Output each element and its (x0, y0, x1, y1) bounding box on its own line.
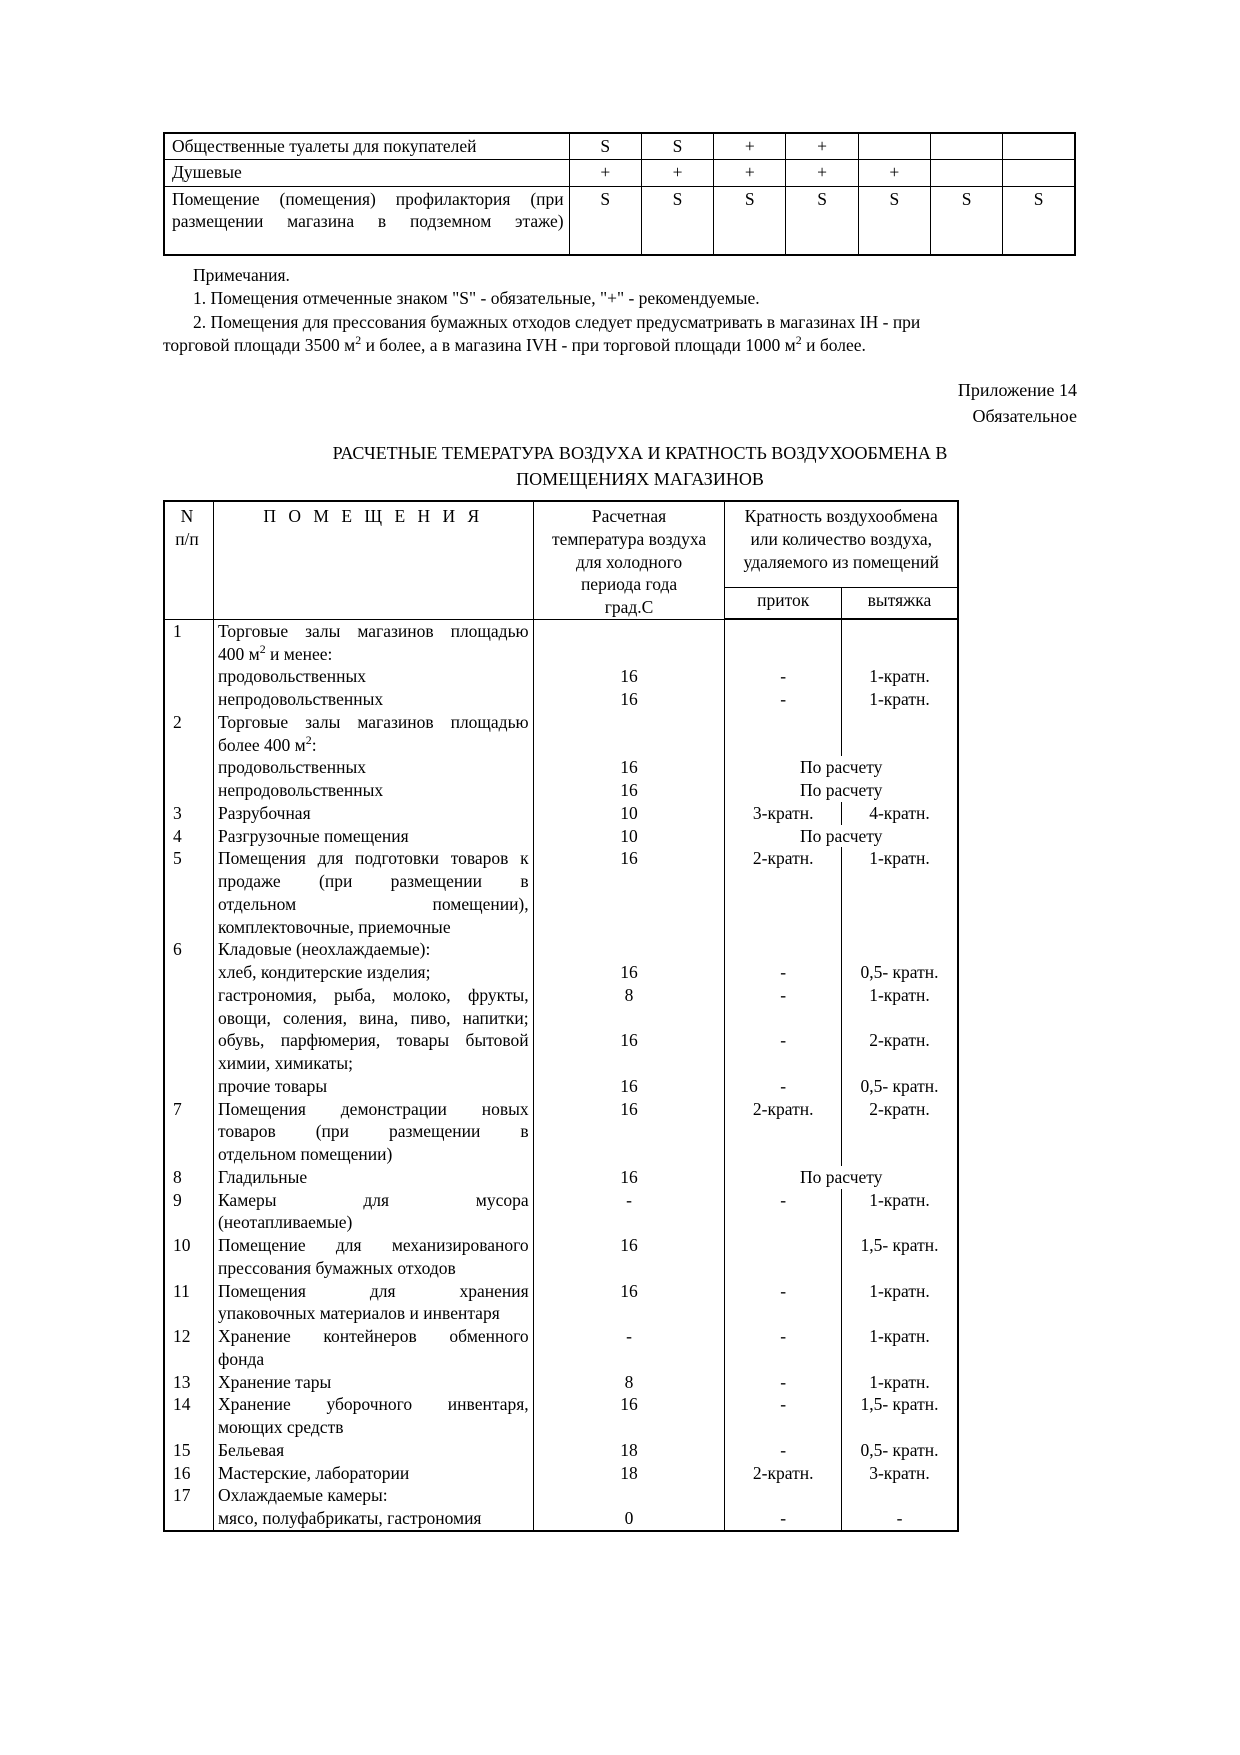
temperature-cell: 8 (533, 984, 725, 1007)
row-number-cell (164, 643, 213, 666)
row-number-cell: 5 (164, 847, 213, 870)
temperature-cell (533, 1120, 725, 1143)
page-title (200, 441, 1080, 492)
table-row (164, 802, 958, 825)
header-temp-line-5: град.С (604, 597, 654, 617)
table-row (164, 1143, 958, 1166)
supply-cell: - (725, 1325, 842, 1348)
temperature-cell: 16 (533, 1393, 725, 1416)
row-number-cell (164, 665, 213, 688)
temperature-cell: 10 (533, 825, 725, 848)
row-number-cell (164, 1120, 213, 1143)
room-name-cell: Кладовые (неохлаждаемые): (213, 938, 533, 961)
exhaust-cell (841, 1302, 958, 1325)
note2-sup-1: 2 (355, 332, 362, 347)
room-name-cell: товаров (при размещении в (213, 1120, 533, 1143)
supply-cell (725, 643, 842, 666)
exhaust-cell (841, 916, 958, 939)
supply-cell: - (725, 1507, 842, 1531)
temperature-cell (533, 734, 725, 757)
table-row (164, 1393, 958, 1416)
table-row (164, 1507, 958, 1531)
exhaust-cell: 1-кратн. (841, 847, 958, 870)
table-row (164, 1302, 958, 1325)
supply-cell: - (725, 961, 842, 984)
supply-cell (725, 1257, 842, 1280)
supply-cell (725, 711, 842, 734)
room-name-cell: Разрубочная (213, 802, 533, 825)
row-number-cell: 15 (164, 1439, 213, 1462)
room-name-cell: Помещения для подготовки товаров к (213, 847, 533, 870)
exhaust-cell (841, 893, 958, 916)
air-exchange-combined-cell: По расчету (725, 825, 958, 848)
requirement-mark-cell (930, 160, 1002, 186)
supply-cell: - (725, 688, 842, 711)
exhaust-cell (841, 711, 958, 734)
room-name-cell: мясо, полуфабрикаты, гастрономия (213, 1507, 533, 1531)
temperature-cell: 16 (533, 665, 725, 688)
temperature-cell (533, 1007, 725, 1030)
room-name-cell: непродовольственных (213, 779, 533, 802)
table-row (164, 1120, 958, 1143)
exhaust-cell: 1-кратн. (841, 1189, 958, 1212)
requirement-mark-cell: S (786, 186, 858, 255)
exhaust-cell: 1,5- кратн. (841, 1393, 958, 1416)
row-number-cell (164, 734, 213, 757)
table-row (164, 1029, 958, 1052)
header-air-line-2: или количество воздуха, (750, 528, 932, 549)
supply-cell: - (725, 1075, 842, 1098)
supply-cell (725, 734, 842, 757)
temperature-cell (533, 711, 725, 734)
table-row (164, 825, 958, 848)
row-number-cell: 2 (164, 711, 213, 734)
requirement-mark-cell: + (714, 160, 786, 186)
temperature-cell (533, 619, 725, 642)
temperature-cell (533, 1484, 725, 1507)
row-number-cell (164, 1302, 213, 1325)
supply-cell: - (725, 665, 842, 688)
room-name-cell: прессования бумажных отходов (213, 1257, 533, 1280)
temperature-cell: 16 (533, 756, 725, 779)
room-name-cell: Разгрузочные помещения (213, 825, 533, 848)
requirement-mark-cell (1003, 133, 1075, 160)
table-row (164, 160, 1075, 186)
table-row (164, 938, 958, 961)
room-name-cell: хлеб, кондитерские изделия; (213, 961, 533, 984)
header-air-exchange-col (725, 501, 958, 588)
exhaust-cell (841, 619, 958, 642)
row-number-cell: 9 (164, 1189, 213, 1212)
requirement-mark-cell: + (786, 133, 858, 160)
exhaust-cell: 1,5- кратн. (841, 1234, 958, 1257)
row-number-cell: 12 (164, 1325, 213, 1348)
temperature-cell: 16 (533, 1098, 725, 1121)
temperature-cell (533, 916, 725, 939)
page-title-line-1: РАСЧЕТНЫЕ ТЕМЕРАТУРА ВОЗДУХА И КРАТНОСТЬ ВОЗДУХООБМЕНА В (332, 443, 948, 463)
exhaust-cell (841, 1143, 958, 1166)
note2-text-a: торговой площади 3500 м (163, 334, 356, 355)
table-row (164, 1371, 958, 1394)
temperature-cell: - (533, 1325, 725, 1348)
row-number-cell (164, 1029, 213, 1052)
row-number-cell: 1 (164, 619, 213, 642)
room-name-cell: 400 $м^2$ и менее: (213, 643, 533, 666)
exhaust-cell (841, 1120, 958, 1143)
supply-cell (725, 916, 842, 939)
exhaust-cell: 2-кратн. (841, 1029, 958, 1052)
requirement-mark-cell: S (930, 186, 1002, 255)
header-air-line-3: удаляемого из помещений (743, 551, 939, 572)
table-row (164, 1211, 958, 1234)
row-number-cell (164, 916, 213, 939)
room-name-cell: отдельном помещении) (213, 1143, 533, 1166)
header-exhaust-label: вытяжка (841, 588, 958, 619)
header-temp-line-4: периода года (580, 574, 678, 595)
supply-cell (725, 1416, 842, 1439)
requirement-mark-cell: S (714, 186, 786, 255)
supply-cell: - (725, 1371, 842, 1394)
temperature-cell: 16 (533, 1075, 725, 1098)
table-row (164, 643, 958, 666)
header-number-line-1: N (180, 506, 194, 526)
supply-cell: 2-кратн. (725, 847, 842, 870)
table-row (164, 688, 958, 711)
row-number-cell (164, 1257, 213, 1280)
row-number-cell: 8 (164, 1166, 213, 1189)
room-name-cell: продовольственных (213, 756, 533, 779)
room-name-cell: Душевые (164, 160, 569, 186)
exhaust-cell (841, 1484, 958, 1507)
room-name-cell: более 400 $м^2$: (213, 734, 533, 757)
row-number-cell (164, 1143, 213, 1166)
header-rooms-col (213, 501, 533, 619)
room-name-cell: Охлаждаемые камеры: (213, 1484, 533, 1507)
row-number-cell (164, 1075, 213, 1098)
requirement-mark-cell (858, 133, 930, 160)
requirement-mark-cell: + (786, 160, 858, 186)
table-row (164, 1052, 958, 1075)
exhaust-cell: - (841, 1507, 958, 1531)
exhaust-cell (841, 870, 958, 893)
requirement-mark-cell: S (1003, 186, 1075, 255)
table-row (164, 1280, 958, 1303)
temperature-cell (533, 893, 725, 916)
row-number-cell: 16 (164, 1462, 213, 1485)
temperature-cell: 16 (533, 961, 725, 984)
room-name-cell: Камеры для мусора (213, 1189, 533, 1212)
supply-cell: - (725, 1189, 842, 1212)
supply-cell: - (725, 984, 842, 1007)
header-temperature-col (533, 501, 725, 619)
row-number-cell: 3 (164, 802, 213, 825)
table-row (164, 1234, 958, 1257)
row-number-cell: 11 (164, 1280, 213, 1303)
supply-cell: 2-кратн. (725, 1462, 842, 1485)
room-name-cell: отдельном помещении), (213, 893, 533, 916)
room-name-cell: моющих средств (213, 1416, 533, 1439)
table-row (164, 133, 1075, 160)
row-number-cell (164, 756, 213, 779)
row-number-cell (164, 870, 213, 893)
supply-cell: - (725, 1393, 842, 1416)
room-name-cell: фонда (213, 1348, 533, 1371)
table-row (164, 1416, 958, 1439)
row-number-cell: 17 (164, 1484, 213, 1507)
table-row (164, 756, 958, 779)
table-row (164, 1325, 958, 1348)
supply-cell (725, 1052, 842, 1075)
supply-cell (725, 893, 842, 916)
table-row (164, 711, 958, 734)
requirement-mark-cell: S (858, 186, 930, 255)
supply-cell: - (725, 1280, 842, 1303)
supply-cell (725, 870, 842, 893)
temperature-cell: 10 (533, 802, 725, 825)
temperature-cell (533, 1302, 725, 1325)
supply-cell (725, 1007, 842, 1030)
room-name-cell: продовольственных (213, 665, 533, 688)
air-exchange-table (163, 500, 959, 1532)
exhaust-cell: 1-кратн. (841, 1325, 958, 1348)
room-name-cell: (неотапливаемые) (213, 1211, 533, 1234)
header-temp-line-1: Расчетная (591, 506, 667, 526)
row-number-cell (164, 1416, 213, 1439)
requirement-mark-cell (930, 133, 1002, 160)
requirement-mark-cell (1003, 160, 1075, 186)
exhaust-cell: 1-кратн. (841, 665, 958, 688)
temperature-cell: - (533, 1189, 725, 1212)
room-name-cell: упаковочных материалов и инвентаря (213, 1302, 533, 1325)
row-number-cell: 13 (164, 1371, 213, 1394)
room-name-cell: Помещение (помещения) профилактория (при размещении магазина в подземном этаже) (164, 186, 569, 255)
appendix-number: Приложение 14 (957, 380, 1077, 400)
row-number-cell: 14 (164, 1393, 213, 1416)
row-number-cell: 7 (164, 1098, 213, 1121)
temperature-cell: 16 (533, 779, 725, 802)
requirement-mark-cell: S (641, 186, 713, 255)
table-row (164, 1166, 958, 1189)
notes-heading: Примечания. (193, 265, 290, 285)
exhaust-cell (841, 734, 958, 757)
note2-text-c: и более. (801, 334, 866, 355)
table-row (164, 1007, 958, 1030)
exhaust-cell: 0,5- кратн. (841, 1075, 958, 1098)
requirements-table (163, 132, 1076, 256)
exhaust-cell (841, 938, 958, 961)
requirement-mark-cell: + (641, 160, 713, 186)
exhaust-cell (841, 1257, 958, 1280)
row-number-cell (164, 984, 213, 1007)
temperature-cell: 16 (533, 1280, 725, 1303)
supply-cell (725, 1348, 842, 1371)
requirement-mark-cell: S (641, 133, 713, 160)
temperature-cell: 18 (533, 1462, 725, 1485)
table-row (164, 665, 958, 688)
table-header-row (164, 501, 958, 588)
temperature-cell: 18 (533, 1439, 725, 1462)
table-row (164, 1462, 958, 1485)
room-name-cell: Гладильные (213, 1166, 533, 1189)
table-row (164, 870, 958, 893)
room-name-cell: Торговые залы магазинов площадью (213, 711, 533, 734)
exhaust-cell: 1-кратн. (841, 1371, 958, 1394)
room-name-cell: прочие товары (213, 1075, 533, 1098)
supply-cell (725, 938, 842, 961)
row-number-cell (164, 1211, 213, 1234)
supply-cell (725, 1234, 842, 1257)
table-row (164, 1484, 958, 1507)
air-exchange-combined-cell: По расчету (725, 779, 958, 802)
requirement-mark-cell: + (858, 160, 930, 186)
page-title-line-2: ПОМЕЩЕНИЯХ МАГАЗИНОВ (516, 468, 764, 489)
supply-cell: 3-кратн. (725, 802, 842, 825)
notes-block (163, 264, 1076, 357)
table-row (164, 1189, 958, 1212)
row-number-cell (164, 1007, 213, 1030)
row-number-cell (164, 893, 213, 916)
supply-cell (725, 1302, 842, 1325)
temperature-cell (533, 938, 725, 961)
temperature-cell: 16 (533, 688, 725, 711)
temperature-cell (533, 1257, 725, 1280)
requirement-mark-cell: S (569, 133, 641, 160)
exhaust-cell (841, 1416, 958, 1439)
supply-cell (725, 1120, 842, 1143)
table-row (164, 1348, 958, 1371)
temperature-cell: 0 (533, 1507, 725, 1531)
supply-cell: 2-кратн. (725, 1098, 842, 1121)
table-row (164, 1075, 958, 1098)
exhaust-cell: 3-кратн. (841, 1462, 958, 1485)
row-number-cell (164, 1507, 213, 1531)
temperature-cell (533, 1052, 725, 1075)
header-temp-line-2: температура воздуха (551, 528, 707, 549)
temperature-cell (533, 870, 725, 893)
header-temp-line-3: для холодного (575, 551, 683, 572)
table-row (164, 186, 1075, 255)
supply-cell (725, 1143, 842, 1166)
exhaust-cell (841, 1052, 958, 1075)
exhaust-cell: 0,5- кратн. (841, 961, 958, 984)
table-row (164, 734, 958, 757)
row-number-cell (164, 961, 213, 984)
exhaust-cell: 1-кратн. (841, 688, 958, 711)
row-number-cell (164, 1052, 213, 1075)
supply-cell (725, 1211, 842, 1234)
supply-cell: - (725, 1029, 842, 1052)
temperature-cell: 16 (533, 1029, 725, 1052)
supply-cell: - (725, 1439, 842, 1462)
exhaust-cell: 0,5- кратн. (841, 1439, 958, 1462)
temperature-cell: 16 (533, 1234, 725, 1257)
temperature-cell (533, 1143, 725, 1166)
exhaust-cell: 1-кратн. (841, 1280, 958, 1303)
note-item-2-line2 (163, 334, 1076, 357)
room-name-cell: Хранение контейнеров обменного (213, 1325, 533, 1348)
requirement-mark-cell: + (569, 160, 641, 186)
requirement-mark-cell: + (714, 133, 786, 160)
row-number-cell (164, 779, 213, 802)
requirement-mark-cell: S (569, 186, 641, 255)
table-row (164, 1439, 958, 1462)
room-name-cell: Помещения для хранения (213, 1280, 533, 1303)
exhaust-cell (841, 643, 958, 666)
exhaust-cell (841, 1211, 958, 1234)
table-row (164, 961, 958, 984)
exhaust-cell: 1-кратн. (841, 984, 958, 1007)
table-row (164, 619, 958, 642)
exhaust-cell: 4-кратн. (841, 802, 958, 825)
room-name-cell: Мастерские, лаборатории (213, 1462, 533, 1485)
exhaust-cell (841, 1348, 958, 1371)
room-name-cell: Помещения демонстрации новых (213, 1098, 533, 1121)
row-number-cell: 4 (164, 825, 213, 848)
table-row (164, 1257, 958, 1280)
room-name-cell: химии, химикаты; (213, 1052, 533, 1075)
header-supply-label: приток (725, 588, 842, 619)
room-name-cell: обувь, парфюмерия, товары бытовой (213, 1029, 533, 1052)
temperature-cell (533, 1348, 725, 1371)
table-row (164, 893, 958, 916)
room-name-cell: Торговые залы магазинов площадью (213, 619, 533, 642)
table-row (164, 984, 958, 1007)
row-number-cell (164, 1348, 213, 1371)
temperature-cell (533, 1211, 725, 1234)
temperature-cell (533, 1416, 725, 1439)
room-name-cell: овощи, соления, вина, пиво, напитки; (213, 1007, 533, 1030)
header-number-col (164, 501, 213, 619)
exhaust-cell: 2-кратн. (841, 1098, 958, 1121)
room-name-cell: Хранение тары (213, 1371, 533, 1394)
appendix-label (958, 378, 1077, 429)
note2-sup-2: 2 (795, 332, 802, 347)
supply-cell (725, 1484, 842, 1507)
supply-cell (725, 619, 842, 642)
table-row (164, 847, 958, 870)
room-name-cell: гастрономия, рыба, молоко, фрукты, (213, 984, 533, 1007)
table-row (164, 779, 958, 802)
temperature-cell: 16 (533, 847, 725, 870)
temperature-cell (533, 643, 725, 666)
row-number-cell: 6 (164, 938, 213, 961)
room-name-cell: продаже (при размещении в (213, 870, 533, 893)
note2-text-b: и более, а в магазина IVH - при торговой площади 1000 м (361, 334, 796, 355)
appendix-kind: Обязательное (972, 405, 1077, 426)
room-name-cell: непродовольственных (213, 688, 533, 711)
temperature-cell: 16 (533, 1166, 725, 1189)
row-number-cell (164, 688, 213, 711)
note-item-2-line1: 2. Помещения для прессования бумажных отходов следует предусматривать в магазинах IH - при (193, 311, 921, 332)
header-number-line-2: п/п (175, 528, 199, 549)
table-row (164, 1098, 958, 1121)
temperature-cell: 8 (533, 1371, 725, 1394)
note-item-1: 1. Помещения отмеченные знаком "S" - обязательные, "+" - рекомендуемые. (193, 288, 760, 309)
room-name-cell: Хранение уборочного инвентаря, (213, 1393, 533, 1416)
room-name-cell: Помещение для механизированого (213, 1234, 533, 1257)
row-number-cell: 10 (164, 1234, 213, 1257)
room-name-cell: комплектовочные, приемочные (213, 916, 533, 939)
air-exchange-combined-cell: По расчету (725, 756, 958, 779)
room-name-cell: Общественные туалеты для покупателей (164, 133, 569, 160)
room-name-cell: Бельевая (213, 1439, 533, 1462)
header-air-line-1: Кратность воздухообмена (744, 506, 938, 526)
exhaust-cell (841, 1007, 958, 1030)
air-exchange-combined-cell: По расчету (725, 1166, 958, 1189)
table-row (164, 916, 958, 939)
header-rooms-label: П О М Е Щ Е Н И Я (263, 506, 484, 526)
